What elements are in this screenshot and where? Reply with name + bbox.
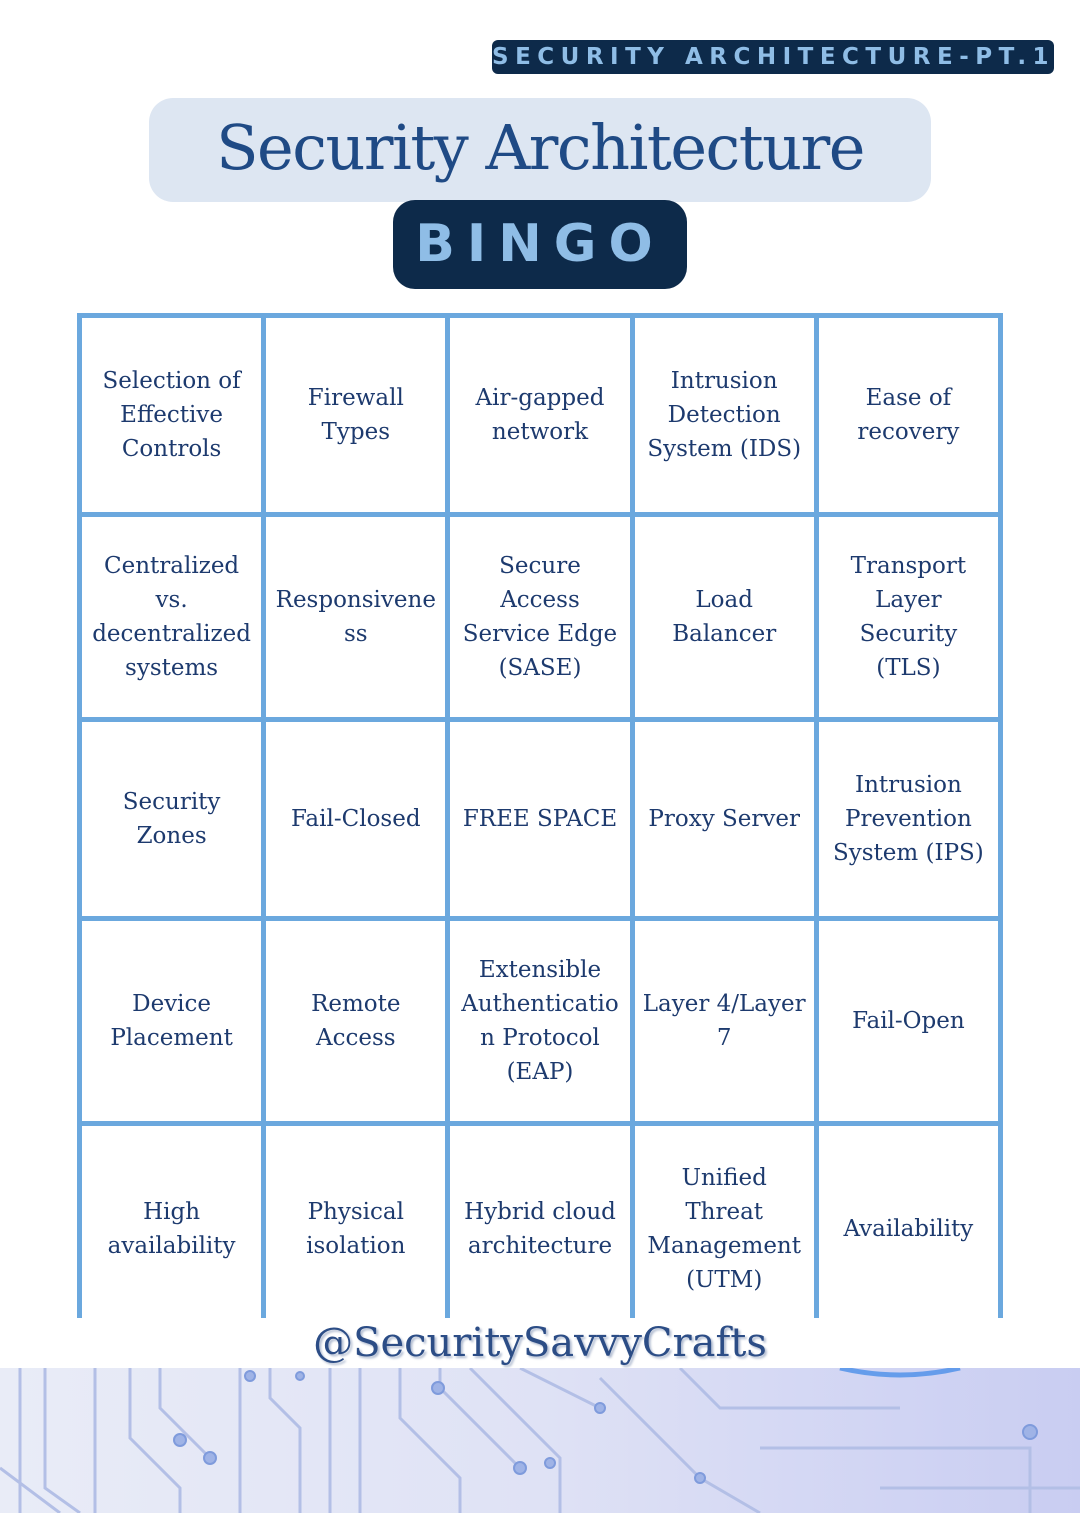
bingo-cell-text: Hybrid cloud architecture [464,1199,616,1259]
bingo-cell-text: Fail-Closed [291,806,421,832]
bingo-cell [635,517,814,717]
bingo-cell [450,318,629,512]
bingo-cell-text: Air-gapped network [475,385,605,445]
bingo-cell [635,1126,814,1332]
bingo-cell-text: Proxy Server [648,806,800,832]
bingo-cell [450,517,629,717]
bingo-cell-free-space [450,722,629,916]
bingo-cell-text: Layer 4/Layer 7 [642,991,806,1051]
bingo-cell [450,921,629,1121]
bingo-cell [819,517,998,717]
bingo-cell-text: Selection of Effective Controls [102,368,241,462]
bingo-cell [266,517,445,717]
bingo-cell [266,921,445,1121]
circuit-board-decoration [0,1368,1080,1513]
bingo-cell-text: Firewall Types [307,385,404,445]
bingo-cell [82,1126,261,1332]
bingo-cell [819,722,998,916]
bingo-cell-text: Remote Access [311,991,401,1051]
bingo-cell-text: Ease of recovery [857,385,960,445]
bingo-cell [635,318,814,512]
bingo-cell [266,1126,445,1332]
bingo-cell-text: Responsivene ss [275,587,436,647]
bingo-cell [819,1126,998,1332]
bingo-cell-text: Secure Access Service Edge (SASE) [462,553,618,681]
bingo-cell [266,318,445,512]
bingo-cell-text: Load Balancer [672,587,777,647]
page-title: Security Architecture [216,111,864,184]
bingo-cell-text: High availability [107,1199,236,1259]
bingo-cell-text: Availability [843,1216,974,1242]
bingo-cell-text: Extensible Authenticatio n Protocol (EAP) [461,957,619,1085]
bingo-cell-text: Transport Layer Security (TLS) [850,553,967,681]
title-banner [149,98,931,202]
bingo-cell-text: Device Placement [110,991,233,1051]
bingo-cell-text: Intrusion Detection System (IDS) [647,368,802,462]
bingo-cell [82,921,261,1121]
creator-handle: @SecuritySavvyCrafts [313,1320,767,1366]
bingo-cell-text: Fail-Open [852,1008,965,1034]
bingo-cell-text: Physical isolation [306,1199,406,1259]
bingo-cell-text: FREE SPACE [462,806,618,832]
bingo-cell [82,318,261,512]
bingo-cell [266,722,445,916]
bingo-grid [77,313,1003,1318]
bingo-cell [819,318,998,512]
bingo-cell [82,517,261,717]
bingo-label: BINGO [393,200,687,289]
bingo-cell-text: Security Zones [122,789,221,849]
bingo-cell [635,921,814,1121]
bingo-cell [819,921,998,1121]
series-tag: SECURITY ARCHITECTURE-PT.1 [492,40,1054,74]
bingo-cell-text: Centralized vs. decentralized systems [92,553,251,681]
bingo-cell-text: Unified Threat Management (UTM) [647,1165,801,1293]
bingo-cell [450,1126,629,1332]
bingo-cell [82,722,261,916]
bingo-cell [635,722,814,916]
bingo-cell-text: Intrusion Prevention System (IPS) [832,772,984,866]
